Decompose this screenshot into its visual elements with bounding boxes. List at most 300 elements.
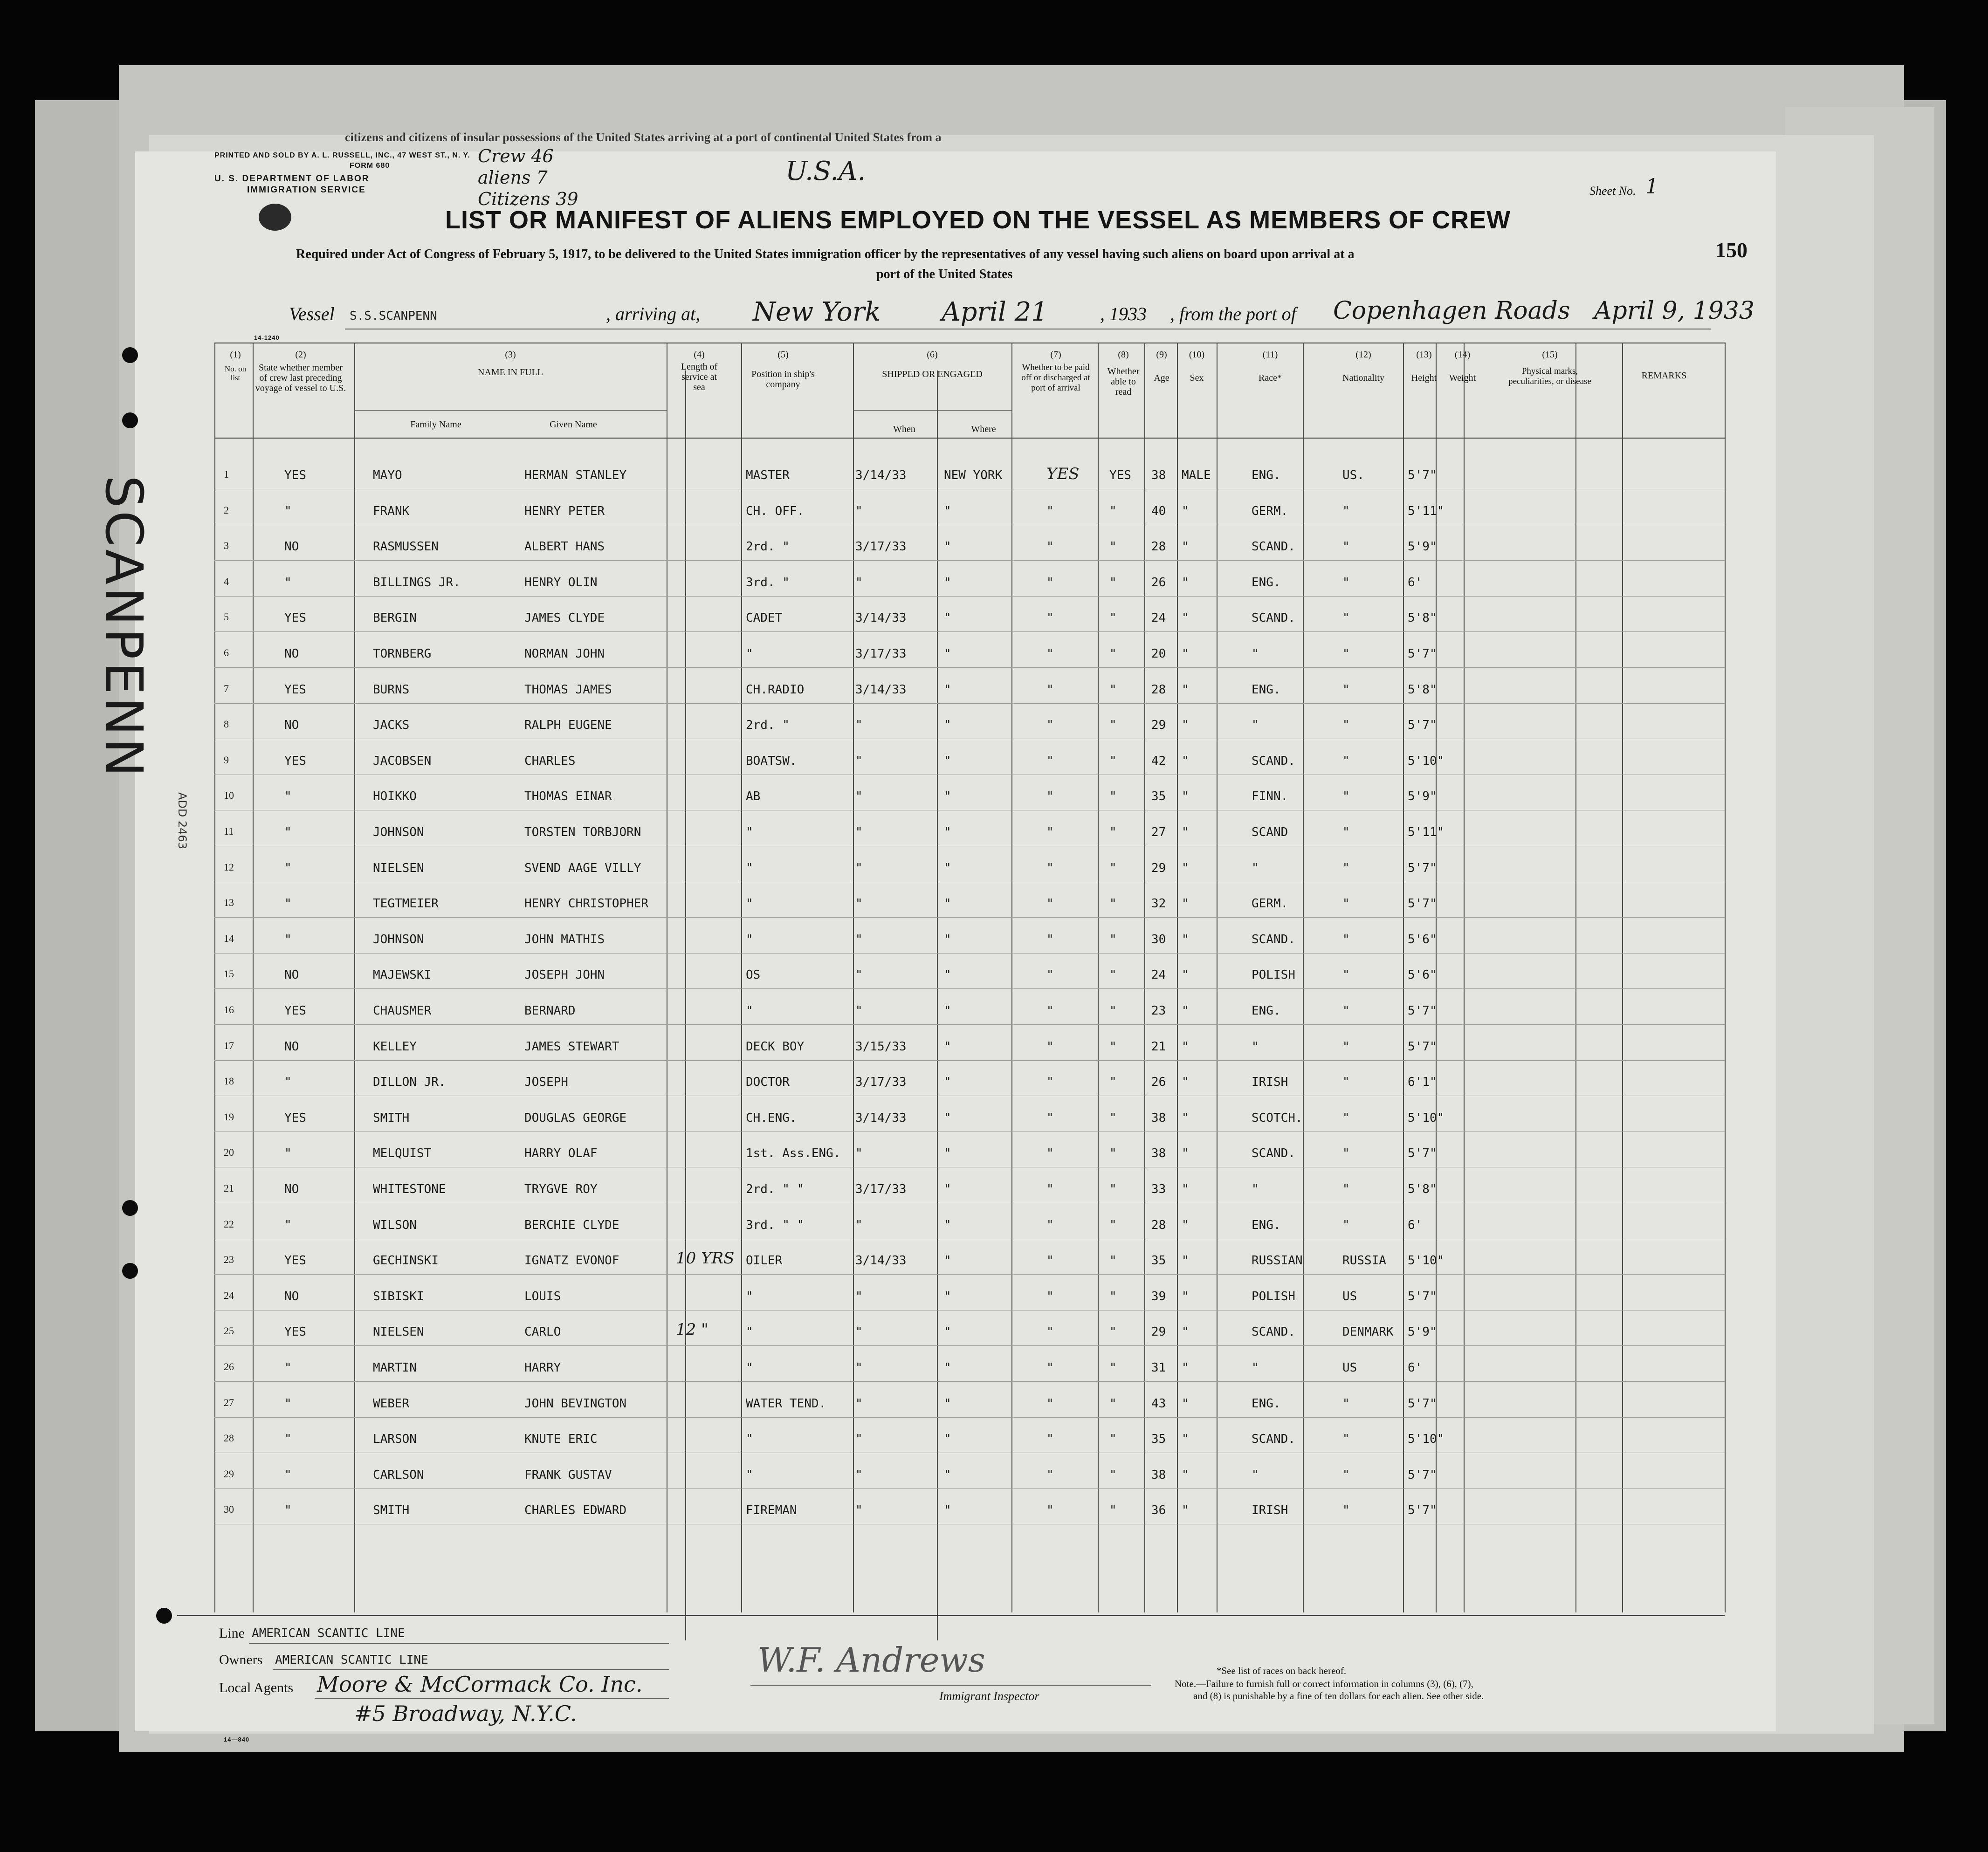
col-1-header: (1) No. on list (224, 350, 247, 382)
cell-no: 23 (224, 1254, 234, 1265)
cell-prev: " (284, 1503, 292, 1517)
col-8-header: (8) Whether able to read (1107, 350, 1140, 397)
cell-prev: " (284, 897, 292, 911)
cell-race: POLISH (1252, 968, 1295, 982)
cell-nationality: " (1342, 754, 1350, 768)
cell-given: LOUIS (524, 1290, 561, 1303)
cell-sex: " (1182, 1361, 1189, 1375)
cell-when: " (855, 1004, 863, 1018)
cell-when: " (855, 825, 863, 839)
cell-sex: " (1182, 754, 1189, 768)
cell-when: 3/14/33 (855, 1111, 907, 1125)
annotation-crew: Crew 46 (478, 146, 554, 166)
cell-no: 5 (224, 611, 229, 623)
cell-given: TRYGVE ROY (524, 1182, 598, 1196)
cell-family: FRANK (373, 504, 410, 518)
cell-paid: " (1046, 968, 1054, 982)
cell-no: 28 (224, 1432, 234, 1444)
cell-read: " (1109, 1182, 1117, 1196)
cell-when: 3/17/33 (855, 647, 907, 661)
cell-where: " (944, 861, 951, 875)
cell-age: 36 (1151, 1503, 1166, 1517)
cell-no: 7 (224, 683, 229, 694)
agents-value-1: Moore & McCormack Co. Inc. (317, 1672, 643, 1697)
cell-race: ENG. (1252, 683, 1281, 697)
cell-sex: MALE (1182, 468, 1211, 482)
cell-height: 5'9" (1408, 540, 1437, 554)
cell-read: " (1109, 1218, 1117, 1232)
cell-height: 6' (1408, 1218, 1423, 1232)
row-rule (214, 1488, 1725, 1489)
cell-given: BERCHIE CLYDE (524, 1218, 619, 1232)
cell-family: MAJEWSKI (373, 968, 432, 982)
cell-family: BERGIN (373, 611, 417, 625)
owners-label: Owners (219, 1652, 263, 1667)
cell-family: MELQUIST (373, 1146, 432, 1160)
cell-family: TEGTMEIER (373, 897, 439, 911)
page-number: 150 (1715, 238, 1747, 262)
cell-no: 19 (224, 1111, 234, 1123)
cell-position: DOCTOR (746, 1075, 790, 1089)
cell-age: 28 (1151, 540, 1166, 554)
punch-hole (122, 347, 138, 363)
cell-where: NEW YORK (944, 468, 1003, 482)
cell-prev: NO (284, 718, 299, 732)
cell-where: " (944, 1075, 951, 1089)
cell-read: " (1109, 718, 1117, 732)
cell-family: SMITH (373, 1503, 410, 1517)
cell-height: 5'7" (1408, 1004, 1437, 1018)
cell-position: " (746, 861, 753, 875)
agents-label: Local Agents (219, 1680, 294, 1695)
cell-age: 35 (1151, 789, 1166, 803)
cell-read: " (1109, 933, 1117, 947)
row-rule (214, 703, 1725, 704)
cell-given: NORMAN JOHN (524, 647, 605, 661)
cell-family: JACOBSEN (373, 754, 432, 768)
cell-when: 3/15/33 (855, 1040, 907, 1054)
cell-height: 5'10" (1408, 1111, 1445, 1125)
arrival-date: April 21 (942, 297, 1048, 327)
cell-read: " (1109, 825, 1117, 839)
col-6a-header: When (893, 424, 915, 434)
cell-prev: " (284, 789, 292, 803)
cell-age: 33 (1151, 1182, 1166, 1196)
cell-when: " (855, 1325, 863, 1339)
col-3b-header: Given Name (550, 419, 597, 430)
cell-prev: " (284, 825, 292, 839)
cell-nationality: " (1342, 1468, 1350, 1482)
col-11-header: (11) Race* (1259, 350, 1282, 383)
cell-sex: " (1182, 1182, 1189, 1196)
cell-family: RASMUSSEN (373, 540, 439, 554)
column-line (1144, 343, 1145, 1612)
cell-sex: " (1182, 1040, 1189, 1054)
cell-age: 27 (1151, 825, 1166, 839)
cell-age: 38 (1151, 1111, 1166, 1125)
cell-prev: NO (284, 1182, 299, 1196)
service: IMMIGRATION SERVICE (247, 185, 366, 195)
column-line (253, 343, 254, 1612)
cell-prev: NO (284, 540, 299, 554)
sheet-label: Sheet No. (1589, 184, 1636, 198)
page-title: LIST OR MANIFEST OF ALIENS EMPLOYED ON THE VESSEL AS MEMBERS OF CREW (445, 206, 1511, 234)
cell-height: 5'7" (1408, 718, 1437, 732)
cell-sex: " (1182, 968, 1189, 982)
cell-race: SCAND. (1252, 933, 1295, 947)
cell-age: 35 (1151, 1432, 1166, 1446)
cell-nationality: " (1342, 1146, 1350, 1160)
cell-paid: " (1046, 754, 1054, 768)
cell-paid: " (1046, 611, 1054, 625)
cell-age: 21 (1151, 1040, 1166, 1054)
from-label: , from the port of (1170, 303, 1296, 324)
col-6-header: (6) SHIPPED OR ENGAGED (882, 350, 983, 379)
cell-height: 5'7" (1408, 647, 1437, 661)
owners-value: AMERICAN SCANTIC LINE (275, 1653, 428, 1667)
cell-where: " (944, 825, 951, 839)
cell-paid: " (1046, 1218, 1054, 1232)
row-rule (214, 1345, 1725, 1346)
cell-family: JOHNSON (373, 825, 424, 839)
cell-no: 20 (224, 1146, 234, 1158)
cell-sex: " (1182, 825, 1189, 839)
cell-no: 1 (224, 468, 229, 480)
cell-read: " (1109, 1254, 1117, 1268)
cell-paid: " (1046, 647, 1054, 661)
cell-sex: " (1182, 647, 1189, 661)
cell-read: " (1109, 1146, 1117, 1160)
cell-height: 6'1" (1408, 1075, 1437, 1089)
cell-when: 3/17/33 (855, 1182, 907, 1196)
cell-nationality: " (1342, 1111, 1350, 1125)
cell-height: 5'9" (1408, 1325, 1437, 1339)
cell-paid: " (1046, 1146, 1054, 1160)
cell-no: 11 (224, 825, 234, 837)
cell-sex: " (1182, 718, 1189, 732)
cell-nationality: " (1342, 1004, 1350, 1018)
cell-position: " (746, 1468, 753, 1482)
cell-read: " (1109, 754, 1117, 768)
cell-given: FRANK GUSTAV (524, 1468, 612, 1482)
cell-height: 6' (1408, 1361, 1423, 1375)
line-label: Line (219, 1626, 245, 1641)
cell-prev: " (284, 1075, 292, 1089)
cell-position: " (746, 897, 753, 911)
cell-where: " (944, 611, 951, 625)
cell-given: THOMAS EINAR (524, 789, 612, 803)
col-5-header: (5) Position in ship's company (751, 350, 815, 390)
cell-height: 5'9" (1408, 789, 1437, 803)
cell-position: CH. OFF. (746, 504, 805, 518)
column-line (1217, 343, 1218, 1612)
cell-no: 17 (224, 1040, 234, 1051)
cell-where: " (944, 1325, 951, 1339)
cell-when: " (855, 1468, 863, 1482)
cell-height: 5'8" (1408, 1182, 1437, 1196)
cell-sex: " (1182, 576, 1189, 590)
punch-hole (122, 1200, 138, 1216)
cell-paid: " (1046, 1004, 1054, 1018)
row-rule (214, 1060, 1725, 1061)
cell-read: " (1109, 968, 1117, 982)
cell-where: " (944, 754, 951, 768)
cell-when: " (855, 1290, 863, 1303)
cell-age: 24 (1151, 611, 1166, 625)
cell-age: 38 (1151, 468, 1166, 482)
cell-no: 21 (224, 1182, 234, 1194)
cell-sex: " (1182, 933, 1189, 947)
col-12-header: (12) Nationality (1342, 350, 1384, 383)
punch-hole (122, 412, 138, 428)
row-rule (214, 917, 1725, 918)
cell-age: 31 (1151, 1361, 1166, 1375)
cell-read: " (1109, 1040, 1117, 1054)
cell-race: ENG. (1252, 1218, 1281, 1232)
cell-age: 38 (1151, 1468, 1166, 1482)
cell-no: 16 (224, 1004, 234, 1015)
subheader-line (354, 410, 667, 411)
cell-prev: " (284, 504, 292, 518)
cell-position: " (746, 1361, 753, 1375)
row-rule (214, 1417, 1725, 1418)
cell-no: 6 (224, 647, 229, 658)
cell-when: " (855, 1397, 863, 1411)
cell-paid: " (1046, 789, 1054, 803)
cell-nationality: " (1342, 576, 1350, 590)
cell-read: " (1109, 683, 1117, 697)
form-number: FORM 680 (350, 162, 390, 170)
cell-family: WHITESTONE (373, 1182, 446, 1196)
cell-where: " (944, 1397, 951, 1411)
cell-position: " (746, 1290, 753, 1303)
cell-age: 20 (1151, 647, 1166, 661)
row-rule (214, 667, 1725, 668)
row-rule (214, 596, 1725, 597)
cell-height: 5'10" (1408, 1432, 1445, 1446)
cell-race: ENG. (1252, 468, 1281, 482)
subheader-line (853, 410, 1011, 411)
annotation-usa: U.S.A. (785, 156, 866, 186)
cell-prev: " (284, 1361, 292, 1375)
cell-family: JACKS (373, 718, 410, 732)
cell-paid: " (1046, 1182, 1054, 1196)
cell-given: THOMAS JAMES (524, 683, 612, 697)
cell-prev: YES (284, 754, 306, 768)
cell-nationality: " (1342, 611, 1350, 625)
cell-race: SCOTCH. (1252, 1111, 1303, 1125)
cell-nationality: DENMARK (1342, 1325, 1394, 1339)
cell-nationality: " (1342, 1218, 1350, 1232)
column-line (1011, 343, 1012, 1612)
cell-when: " (855, 861, 863, 875)
cell-nationality: US. (1342, 468, 1364, 482)
cell-family: MAYO (373, 468, 402, 482)
cell-no: 8 (224, 718, 229, 730)
cell-position: CH.ENG. (746, 1111, 797, 1125)
cell-where: " (944, 1182, 951, 1196)
cell-no: 24 (224, 1290, 234, 1301)
cell-height: 5'11" (1408, 825, 1445, 839)
cell-position: OILER (746, 1254, 783, 1268)
cell-read: " (1109, 1075, 1117, 1089)
cell-prev: " (284, 1432, 292, 1446)
cell-race: SCAND. (1252, 611, 1295, 625)
cell-height: 5'11" (1408, 504, 1445, 518)
cell-no: 4 (224, 576, 229, 587)
cell-given: SVEND AAGE VILLY (524, 861, 641, 875)
cell-where: " (944, 1290, 951, 1303)
cell-age: 29 (1151, 1325, 1166, 1339)
cell-age: 28 (1151, 1218, 1166, 1232)
form-code-top: 14-1240 (254, 334, 280, 341)
cell-where: " (944, 897, 951, 911)
cell-when: " (855, 504, 863, 518)
cell-sex: " (1182, 1075, 1189, 1089)
cell-height: 5'7" (1408, 1146, 1437, 1160)
cell-paid: " (1046, 1432, 1054, 1446)
cell-sex: " (1182, 1146, 1189, 1160)
cell-age: 24 (1151, 968, 1166, 982)
cell-prev: " (284, 861, 292, 875)
cell-when: 3/14/33 (855, 468, 907, 482)
cell-given: CHARLES (524, 754, 576, 768)
col-13-header: (13) Height (1411, 350, 1437, 383)
cell-service: 10 YRS (676, 1249, 735, 1268)
cell-paid: " (1046, 1254, 1054, 1268)
col-3a-header: Family Name (410, 419, 461, 430)
cell-sex: " (1182, 540, 1189, 554)
col-9-header: (9) Age (1154, 350, 1169, 383)
cell-sex: " (1182, 1111, 1189, 1125)
cell-nationality: US (1342, 1361, 1357, 1375)
cell-paid: " (1046, 1503, 1054, 1517)
cell-family: TORNBERG (373, 647, 432, 661)
cell-no: 13 (224, 897, 234, 908)
cell-where: " (944, 1040, 951, 1054)
department: U. S. DEPARTMENT OF LABOR (214, 174, 370, 184)
cell-where: " (944, 1004, 951, 1018)
cell-where: " (944, 933, 951, 947)
cell-age: 32 (1151, 897, 1166, 911)
subtitle-line-2: port of the United States (876, 267, 1013, 281)
arriving-port: New York (753, 297, 881, 327)
cell-family: NIELSEN (373, 1325, 424, 1339)
cell-read: " (1109, 1503, 1117, 1517)
cell-no: 2 (224, 504, 229, 516)
cell-race: " (1252, 1468, 1259, 1482)
cell-race: IRISH (1252, 1075, 1288, 1089)
cell-prev: YES (284, 1254, 306, 1268)
cell-position: 3rd. " " (746, 1218, 805, 1232)
col-15-header: (15) Physical marks, peculiarities, or disease (1508, 350, 1591, 386)
col-4-header: (4) Length of service at sea (681, 350, 718, 392)
cell-position: " (746, 825, 753, 839)
footer-border (177, 1615, 1725, 1616)
signature-underline (750, 1685, 1151, 1686)
cell-given: JAMES CLYDE (524, 611, 605, 625)
cell-height: 5'7" (1408, 1468, 1437, 1482)
cell-height: 5'7" (1408, 1503, 1437, 1517)
cell-position: WATER TEND. (746, 1397, 826, 1411)
cell-given: HENRY PETER (524, 504, 605, 518)
column-line (1575, 343, 1576, 1612)
cell-age: 23 (1151, 1004, 1166, 1018)
cell-where: " (944, 540, 951, 554)
cell-race: IRISH (1252, 1503, 1288, 1517)
punch-hole (122, 1263, 138, 1279)
cell-no: 22 (224, 1218, 234, 1230)
cell-age: 39 (1151, 1290, 1166, 1303)
cell-read: " (1109, 1361, 1117, 1375)
cell-sex: " (1182, 1432, 1189, 1446)
cell-paid: " (1046, 683, 1054, 697)
cell-sex: " (1182, 1468, 1189, 1482)
cell-where: " (944, 1503, 951, 1517)
cell-height: 5'7" (1408, 1290, 1437, 1303)
cell-sex: " (1182, 611, 1189, 625)
cell-family: BURNS (373, 683, 410, 697)
cell-nationality: " (1342, 647, 1350, 661)
cell-nationality: " (1342, 933, 1350, 947)
cell-prev: NO (284, 1290, 299, 1303)
cell-family: JOHNSON (373, 933, 424, 947)
cell-when: " (855, 718, 863, 732)
cell-paid: " (1046, 1361, 1054, 1375)
cell-when: " (855, 576, 863, 590)
cell-read: " (1109, 1111, 1117, 1125)
cell-family: MARTIN (373, 1361, 417, 1375)
cell-age: 29 (1151, 861, 1166, 875)
cell-given: DOUGLAS GEORGE (524, 1111, 627, 1125)
cell-prev: " (284, 576, 292, 590)
cell-where: " (944, 1468, 951, 1482)
column-line (1303, 343, 1304, 1612)
note-1: *See list of races on back hereof. (1217, 1665, 1347, 1676)
back-sheet-text: citizens and citizens of insular possessions of the United States arriving at a port of continental United States from a (345, 130, 942, 144)
cell-height: 5'7" (1408, 1397, 1437, 1411)
cell-paid: " (1046, 718, 1054, 732)
cell-position: CADET (746, 611, 783, 625)
cell-paid: " (1046, 861, 1054, 875)
cell-nationality: " (1342, 718, 1350, 732)
cell-when: " (855, 897, 863, 911)
cell-height: 5'7" (1408, 897, 1437, 911)
cell-sex: " (1182, 683, 1189, 697)
cell-given: HARRY OLAF (524, 1146, 598, 1160)
cell-race: SCAND (1252, 825, 1288, 839)
cell-race: SCAND. (1252, 1432, 1295, 1446)
cell-position: MASTER (746, 468, 790, 482)
cell-nationality: US (1342, 1290, 1357, 1303)
cell-race: POLISH (1252, 1290, 1295, 1303)
cell-family: LARSON (373, 1432, 417, 1446)
cell-no: 25 (224, 1325, 234, 1337)
cell-given: ALBERT HANS (524, 540, 605, 554)
side-small-stamp: ADD 2463 (176, 792, 189, 850)
cell-when: " (855, 1361, 863, 1375)
cell-where: " (944, 647, 951, 661)
inspector-signature: W.F. Andrews (757, 1640, 985, 1680)
cell-when: " (855, 933, 863, 947)
cell-prev: YES (284, 468, 306, 482)
cell-nationality: " (1342, 897, 1350, 911)
col-2-header: (2) State whether member of crew last preceding voyage of vessel to U.S. (255, 350, 346, 393)
cell-family: SIBISKI (373, 1290, 424, 1303)
cell-height: 5'6" (1408, 968, 1437, 982)
cell-position: OS (746, 968, 761, 982)
cell-sex: " (1182, 1254, 1189, 1268)
